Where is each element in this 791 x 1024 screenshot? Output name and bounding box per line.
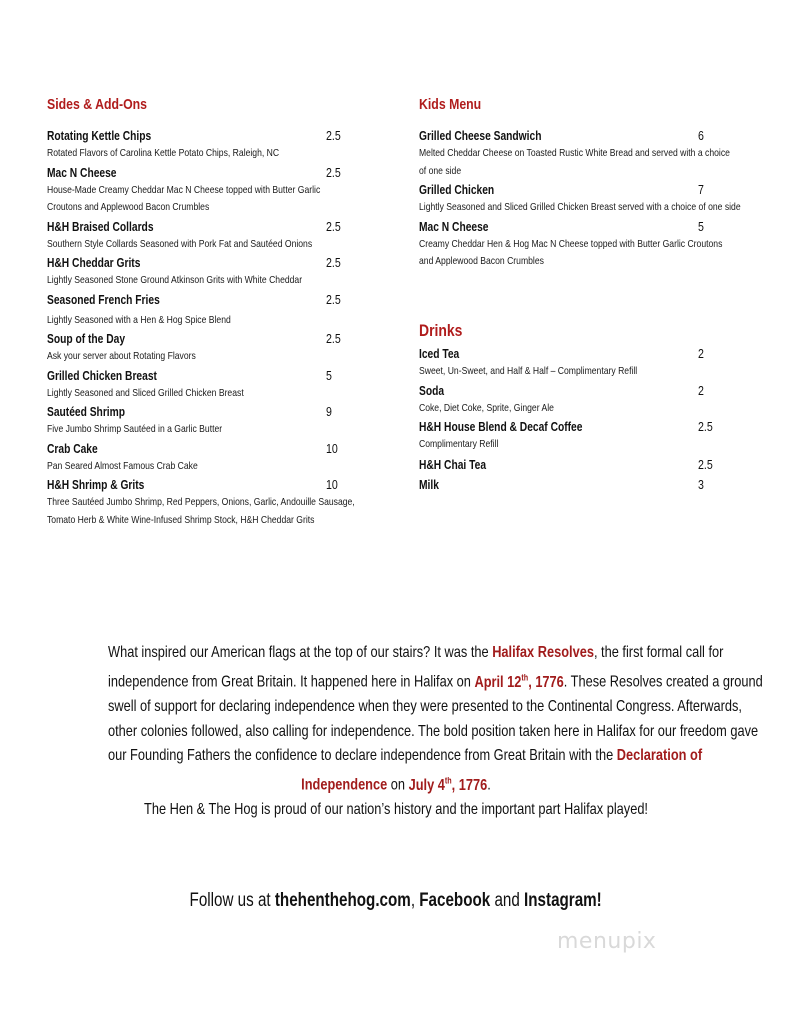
kids-section: [419, 95, 759, 271]
item-name: Seasoned French Fries: [47, 292, 160, 307]
item-name: Milk: [419, 477, 439, 492]
text: , 1776: [528, 673, 564, 691]
item-description: Lightly Seasoned Stone Ground Atkinson Grits with White Cheddar: [47, 274, 303, 286]
instagram-link[interactable]: Instagram!: [523, 890, 602, 911]
item-price: 3: [698, 477, 704, 492]
item-name: Sautéed Shrimp: [47, 405, 126, 419]
text: Follow us at: [189, 890, 275, 911]
menu-item: [419, 346, 759, 381]
item-description: Rotated Flavors of Carolina Kettle Potato Chips, Raleigh, NC: [47, 147, 280, 159]
text: What inspired our American flags at the top of our stairs? It was the: [108, 644, 493, 661]
menu-item: [47, 331, 377, 366]
item-price: 2.5: [326, 129, 341, 143]
item-description: Sweet, Un-Sweet, and Half & Half – Complimentary Refill: [419, 365, 638, 377]
item-description: Complimentary Refill: [419, 438, 499, 450]
text: July 4: [408, 776, 445, 794]
item-description: Melted Cheddar Cheese on Toasted Rustic White Bread and served with a choice of one side: [419, 147, 730, 177]
text: April 12: [474, 673, 522, 691]
item-name: H&H Braised Collards: [47, 219, 154, 234]
text: independence from Great Britain. It happened here in Halifax on: [108, 673, 475, 691]
website-link[interactable]: thehenthehog.com: [274, 890, 411, 911]
item-description: Ask your server about Rotating Flavors: [47, 350, 196, 362]
menu-item: [47, 255, 377, 290]
follow-line: [189, 888, 601, 914]
menu-item: [419, 457, 759, 474]
kids-title: Kids Menu: [419, 96, 482, 113]
text: . These Resolves created a ground: [563, 673, 763, 691]
item-description: Lightly Seasoned with a Hen & Hog Spice Blend: [47, 313, 231, 326]
item-description: Coke, Diet Coke, Sprite, Ginger Ale: [419, 401, 554, 414]
menu-item: [47, 368, 377, 403]
item-name: Iced Tea: [419, 347, 460, 361]
item-price: 2.5: [698, 420, 713, 434]
text: ,: [410, 890, 420, 911]
halifax-resolves-highlight: Halifax Resolves: [492, 644, 594, 661]
menu-item: [47, 128, 377, 163]
menu-item: [419, 383, 759, 418]
item-description: Three Sautéed Jumbo Shrimp, Red Peppers, Onions, Garlic, Andouille Sausage, Tomato Herb & White Wine-Infused Shrimp Stock, H&H Cheddar Grits: [47, 496, 355, 526]
item-name: H&H Cheddar Grits: [47, 256, 141, 270]
item-price: 2.5: [326, 256, 341, 270]
item-name: H&H Chai Tea: [419, 457, 487, 472]
history-line: The Hen & The Hog is proud of our nation’s history and the important part Halifax played!: [144, 801, 648, 819]
menu-item: [47, 404, 377, 439]
item-price: 2: [698, 383, 704, 398]
history-paragraph: [36, 641, 763, 823]
item-price: 2.5: [326, 292, 341, 307]
menu-item: [47, 477, 377, 529]
history-line: swell of support for declaring independence when they were presented to the Continental Congress. Afterwards,: [108, 698, 742, 716]
item-description: Five Jumbo Shrimp Sautéed in a Garlic Butter: [47, 423, 223, 435]
menu-item: [47, 292, 377, 330]
item-description: Creamy Cheddar Hen & Hog Mac N Cheese topped with Butter Garlic Croutons and Applewood Bacon Crumbles: [419, 237, 723, 267]
ordinal: th: [444, 775, 452, 786]
item-price: 2.5: [326, 165, 341, 180]
facebook-link[interactable]: Facebook: [419, 890, 491, 911]
item-price: 6: [698, 129, 704, 143]
text: our Founding Fathers the confidence to declare independence from Great Britain with the: [108, 746, 617, 764]
menu-item: [419, 419, 759, 454]
item-description: Lightly Seasoned and Sliced Grilled Chicken Breast: [47, 386, 244, 399]
item-name: Grilled Chicken Breast: [47, 368, 157, 383]
date-highlight: [474, 674, 563, 691]
item-description: House-Made Creamy Cheddar Mac N Cheese topped with Butter Garlic Croutons and Applewood Bacon Crumbles: [47, 183, 321, 213]
menu-item: [47, 165, 377, 217]
item-price: 2: [698, 347, 704, 361]
item-price: 7: [698, 183, 704, 197]
item-name: Mac N Cheese: [47, 165, 117, 180]
item-name: Soup of the Day: [47, 332, 126, 346]
item-price: 2.5: [698, 457, 713, 472]
menu-item: [47, 441, 377, 476]
menu-item: [419, 182, 759, 217]
history-line: [108, 665, 763, 695]
item-price: 2.5: [326, 332, 341, 346]
item-description: Southern Style Collards Seasoned with Pork Fat and Sautéed Onions: [47, 237, 313, 250]
item-price: 10: [326, 478, 338, 492]
text: on: [387, 776, 409, 794]
item-price: 10: [326, 441, 338, 456]
item-name: Crab Cake: [47, 441, 98, 456]
text: and: [490, 890, 524, 911]
menu-item: [47, 219, 377, 254]
history-line: [108, 744, 703, 768]
item-name: Grilled Chicken: [419, 183, 495, 197]
item-price: 2.5: [326, 219, 341, 234]
item-name: H&H Shrimp & Grits: [47, 478, 145, 492]
date-highlight: [409, 777, 488, 794]
item-price: 5: [326, 368, 332, 383]
drinks-section: [419, 320, 759, 494]
item-name: Mac N Cheese: [419, 219, 489, 234]
item-name: Grilled Cheese Sandwich: [419, 129, 542, 143]
text: , 1776: [451, 776, 488, 794]
ordinal: th: [521, 672, 529, 683]
social-follow: [0, 888, 791, 914]
item-description: Pan Seared Almost Famous Crab Cake: [47, 459, 198, 472]
sides-title: Sides & Add-Ons: [47, 96, 148, 113]
drinks-title: Drinks: [419, 321, 463, 340]
history-line: [108, 768, 684, 798]
menu-item: [419, 128, 759, 180]
history-line: other colonies followed, also calling for independence. The bold position taken here in Halifax for our freedom gave: [108, 722, 759, 740]
text: , the first formal call for: [593, 644, 724, 661]
declaration-highlight: Declaration of: [616, 746, 703, 764]
item-name: Soda: [419, 383, 445, 398]
history-line: [108, 641, 724, 665]
menupix-watermark: menupix: [557, 929, 657, 954]
item-name: Rotating Kettle Chips: [47, 129, 152, 143]
sides-section: [47, 95, 377, 529]
item-name: H&H House Blend & Decaf Coffee: [419, 420, 583, 434]
item-description: Lightly Seasoned and Sliced Grilled Chicken Breast served with a choice of one side: [419, 201, 741, 213]
item-price: 9: [326, 405, 332, 419]
menu-item: [419, 477, 759, 494]
text: .: [487, 776, 491, 794]
menu-item: [419, 219, 759, 271]
item-price: 5: [698, 219, 704, 234]
declaration-highlight: Independence: [301, 776, 388, 794]
